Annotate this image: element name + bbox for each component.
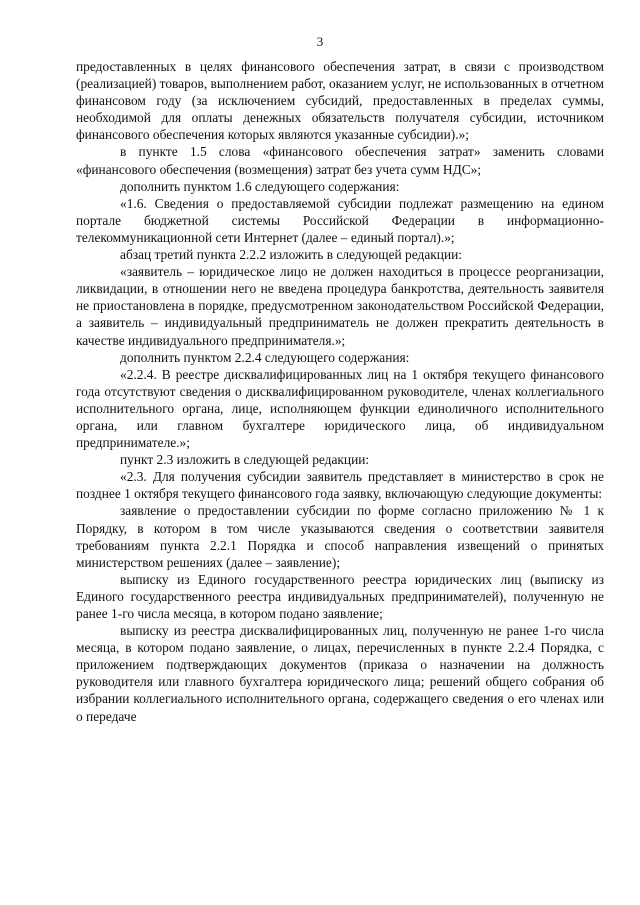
paragraph-clause-2-2-4: «2.2.4. В реестре дисквалифицированных лиц на 1 октября текущего финансового года отсутствуют сведения о дисквалифицированном руководителе, членах коллегиального исполнительного органа, лице, исполняющем функции единоличного исполнительного органа, или главном бухгалтере юридического лица, об индивидуальном предпринимателе.»; — [76, 366, 604, 451]
paragraph-disqualified-extract: выписку из реестра дисквалифицированных лиц, полученную не ранее 1-го числа месяца, в котором подано заявление, о лицах, перечисленных в пункте 2.2.4 Порядка, с приложением подтверждающих документов (приказа о назначении на должность руководителя или главного бухгалтера юридического лица; решений общего собрания об избрании коллегиального исполнительного органа, содержащего сведения о его членах или о передаче — [76, 623, 604, 724]
document-body — [76, 58, 604, 725]
paragraph-clause-1-6: «1.6. Сведения о предоставляемой субсидии подлежат размещению на едином портале бюджетной системы Российской Федерации в информационно-телекоммуникационной сети Интернет (далее – единый портал).»; — [76, 195, 604, 245]
paragraph-clause-2-2-2: «заявитель – юридическое лицо не должен находиться в процессе реорганизации, ликвидации, в отношении него не введена процедура банкротства, деятельность заявителя не приостановлена в порядке, предусмотренном законодательством Российской Федерации, а заявитель – индивидуальный предприниматель не должен прекратить деятельность в качестве индивидуального предпринимателя.»; — [76, 264, 604, 348]
paragraph-egrul-extract: выписку из Единого государственного реестра юридических лиц (выписку из Единого государственного реестра индивидуальных предпринимателей), полученную не ранее 1-го числа месяца, в котором подано заявление; — [76, 571, 604, 621]
paragraph-add-2-2-4: дополнить пунктом 2.2.4 следующего содержания: — [120, 349, 410, 365]
paragraph-clause-2-3: «2.3. Для получения субсидии заявитель представляет в министерство в срок не позднее 1 октября текущего финансового года заявку, включающую следующие документы: — [76, 469, 604, 502]
paragraph-continuation: предоставленных в целях финансового обеспечения затрат, в связи с производством (реализацией) товаров, выполнением работ, оказанием услуг, не использованных в отчетном финансовом году (за исключением субсидий, предоставленных в пределах суммы, необходимой для оплаты денежных обязательств получателя субсидии, источником финансового обеспечения которых являются указанные субсидии).»; — [76, 59, 604, 143]
paragraph-add-1-6: дополнить пунктом 1.6 следующего содержания: — [120, 178, 400, 194]
paragraph-amend-2-2-2: абзац третий пункта 2.2.2 изложить в следующей редакции: — [120, 247, 462, 263]
page-number: 3 — [316, 34, 324, 49]
paragraph-amend-2-3: пункт 2.3 изложить в следующей редакции: — [120, 452, 370, 468]
paragraph-amend-1-5: в пункте 1.5 слова «финансового обеспечения затрат» заменить словами «финансового обеспечения (возмещения) затрат без учета сумм НДС»; — [76, 144, 604, 177]
paragraph-application: заявление о предоставлении субсидии по форме согласно приложению № 1 к Порядку, в котором в том числе указываются сведения о соответствии заявителя требованиям пункта 2.2.1 Порядка и способ направления извещений о принятых министерством решениях (далее – заявление); — [76, 503, 604, 570]
